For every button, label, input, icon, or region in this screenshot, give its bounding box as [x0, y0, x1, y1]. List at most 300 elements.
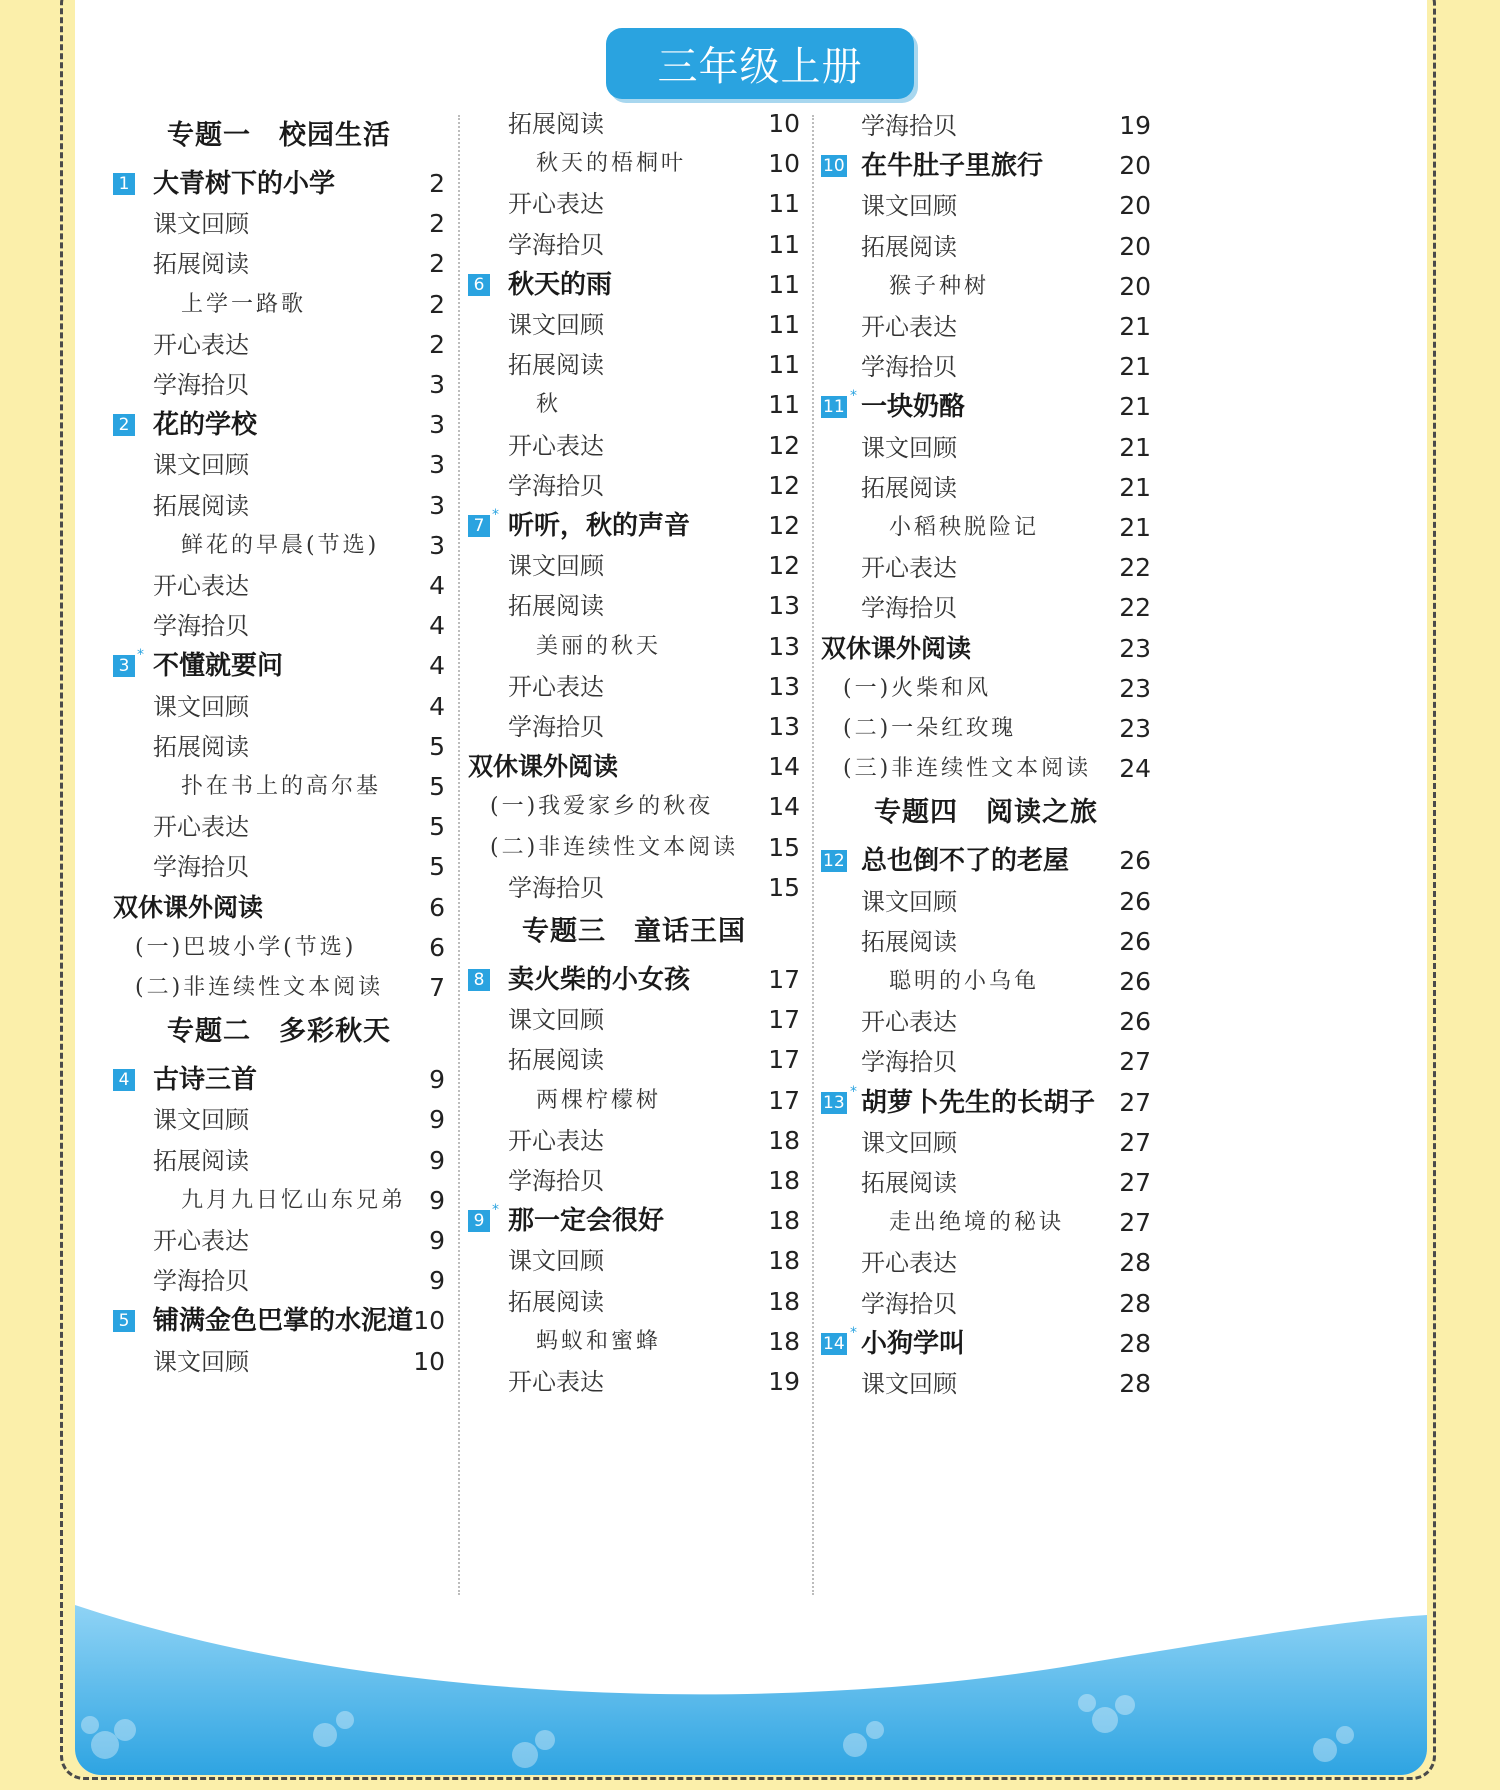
lesson-number-badge: 7: [468, 515, 490, 537]
lesson-entry[interactable]: [113, 164, 445, 204]
page-number: 10: [413, 1346, 445, 1376]
star-mark-icon: *: [850, 388, 857, 405]
page-number: 6: [429, 892, 445, 922]
entry-title: 课文回顾: [153, 210, 249, 239]
page-number: 21: [1119, 392, 1151, 422]
page-number: 12: [768, 430, 800, 460]
page-number: 27: [1119, 1047, 1151, 1077]
entry-title: 拓展阅读: [153, 732, 249, 761]
reading-entry[interactable]: [468, 144, 800, 184]
page-number: 11: [768, 269, 800, 299]
entry-title: 大青树下的小学: [153, 169, 336, 199]
page-number: 22: [1119, 553, 1151, 583]
page-number: 17: [768, 965, 800, 994]
section-entry[interactable]: [468, 345, 800, 385]
lesson-entry[interactable]: [113, 1301, 445, 1341]
column-divider-2: [812, 115, 814, 1595]
page-number: 26: [1119, 886, 1151, 916]
entry-title: 课文回顾: [508, 1247, 604, 1276]
entry-title: 总也倒不了的老屋: [861, 846, 1070, 877]
page-number: 19: [768, 1367, 800, 1396]
lesson-entry[interactable]: [821, 146, 1151, 186]
lesson-entry[interactable]: [468, 960, 800, 1000]
section-entry[interactable]: [113, 847, 445, 887]
section-entry[interactable]: [821, 1123, 1151, 1163]
entry-title: 拓展阅读: [508, 592, 604, 621]
entry-title: 九月九日忆山东兄弟: [181, 1187, 407, 1213]
section-entry[interactable]: [821, 1042, 1151, 1082]
page-number: 11: [768, 229, 800, 259]
page-number: 12: [768, 470, 800, 500]
page-number: 28: [1119, 1288, 1151, 1318]
section-entry[interactable]: [113, 1100, 445, 1140]
section-entry[interactable]: [113, 486, 445, 526]
entry-title: 开心表达: [508, 1126, 604, 1155]
page-number: 21: [1119, 513, 1151, 542]
page-number: 17: [768, 1085, 800, 1115]
page-number: 2: [429, 209, 445, 239]
section-entry[interactable]: [821, 106, 1151, 146]
page-number: 12: [768, 551, 800, 581]
entry-title: 学海拾贝: [153, 853, 249, 882]
entry-title: 课文回顾: [861, 887, 957, 916]
entry-title: 拓展阅读: [861, 473, 957, 502]
lesson-number-badge: 4: [113, 1069, 135, 1091]
entry-title: 小稻秧脱险记: [889, 515, 1040, 540]
entry-title: 开心表达: [861, 554, 957, 583]
section-entry[interactable]: [821, 227, 1151, 267]
entry-title: 学海拾贝: [508, 873, 604, 902]
section-entry[interactable]: [113, 566, 445, 606]
section-entry[interactable]: [468, 1000, 800, 1040]
entry-title: 走出绝境的秘诀: [889, 1210, 1065, 1236]
page-number: 20: [1119, 271, 1151, 301]
page-number: 9: [429, 1065, 445, 1095]
entry-title: 课文回顾: [153, 692, 249, 721]
entry-title: 猴子种树: [889, 273, 990, 299]
entry-title: (一)巴坡小学(节选): [135, 934, 357, 960]
entry-title: 铺满金色巴掌的水泥道: [153, 1306, 414, 1337]
section-entry[interactable]: [113, 687, 445, 727]
page-number: 15: [768, 872, 800, 902]
lesson-entry[interactable]: [468, 506, 800, 546]
entry-title: 开心表达: [508, 190, 604, 219]
page-number: 21: [1119, 352, 1151, 382]
weekend-reading-item[interactable]: [821, 749, 1151, 789]
entry-title: 古诗三首: [153, 1065, 258, 1096]
page-number: 3: [429, 490, 445, 520]
page-title: 三年级上册: [657, 44, 863, 90]
entry-title: 课文回顾: [861, 1128, 957, 1157]
page-number: 9: [429, 1105, 445, 1135]
lesson-number-badge: 10: [823, 156, 845, 177]
section-entry[interactable]: [821, 1284, 1151, 1324]
section-entry[interactable]: [468, 1282, 800, 1322]
entry-title: 专题一 校园生活: [167, 120, 391, 151]
page-number: 2: [429, 249, 445, 279]
weekend-reading-item[interactable]: [821, 709, 1151, 749]
entry-title: 课文回顾: [508, 1006, 604, 1035]
entry-title: 开心表达: [153, 813, 249, 842]
entry-title: 学海拾贝: [508, 1167, 604, 1195]
section-entry[interactable]: [821, 428, 1151, 468]
lesson-entry[interactable]: [821, 387, 1151, 427]
lesson-number-badge: 12: [823, 851, 845, 872]
entry-title: 学海拾贝: [861, 112, 957, 140]
page-number: 5: [429, 772, 445, 801]
section-entry[interactable]: [468, 184, 800, 224]
section-entry[interactable]: [821, 1163, 1151, 1203]
entry-title: 听听，秋的声音: [508, 511, 691, 541]
section-entry[interactable]: [468, 1040, 800, 1080]
section-entry[interactable]: [468, 1241, 800, 1281]
reading-entry[interactable]: [468, 627, 800, 667]
entry-title: 学海拾贝: [508, 230, 604, 259]
page-number: 2: [429, 289, 445, 319]
entry-title: 美丽的秋天: [536, 633, 662, 659]
page-number: 27: [1119, 1127, 1151, 1157]
entry-title: 拓展阅读: [153, 1146, 249, 1175]
section-entry[interactable]: [468, 1121, 800, 1161]
page-number: 3: [429, 370, 445, 399]
page-number: 11: [768, 189, 800, 219]
page-number: 22: [1119, 593, 1151, 623]
section-entry[interactable]: [113, 365, 445, 405]
entry-title: 聪明的小乌龟: [889, 969, 1040, 994]
page-number: 10: [768, 149, 800, 179]
entry-title: 专题四 阅读之旅: [874, 797, 1098, 829]
page-number: 13: [768, 671, 800, 701]
entry-title: 两棵柠檬树: [536, 1087, 662, 1113]
page-number: 10: [413, 1306, 445, 1336]
entry-title: 学海拾贝: [153, 612, 249, 641]
toc-page: [75, 0, 1427, 1775]
star-mark-icon: *: [850, 1083, 857, 1100]
page-number: 13: [768, 591, 800, 621]
entry-title: 课文回顾: [861, 1370, 957, 1398]
page-number: 4: [429, 571, 445, 600]
page-number: 4: [429, 691, 445, 721]
page-number: 17: [768, 1005, 800, 1035]
lesson-entry[interactable]: [113, 1060, 445, 1100]
section-entry[interactable]: [821, 307, 1151, 347]
page-number: 20: [1119, 231, 1151, 261]
entry-title: 学海拾贝: [861, 1048, 957, 1077]
page-number: 11: [768, 390, 800, 420]
section-entry[interactable]: [468, 1161, 800, 1201]
entry-title: 课文回顾: [153, 1347, 249, 1376]
section-entry[interactable]: [468, 225, 800, 265]
page-number: 26: [1119, 1007, 1151, 1037]
star-mark-icon: *: [850, 1324, 857, 1341]
lesson-entry[interactable]: [468, 1201, 800, 1241]
page-number: 3: [429, 410, 445, 440]
entry-title: 学海拾贝: [153, 371, 249, 399]
page-number: 4: [429, 611, 445, 641]
page-number: 2: [429, 169, 445, 198]
page-number: 23: [1119, 673, 1151, 703]
entry-title: 课文回顾: [861, 433, 957, 462]
reading-entry[interactable]: [113, 767, 445, 807]
entry-title: 卖火柴的小女孩: [508, 965, 691, 995]
star-mark-icon: *: [137, 647, 144, 664]
entry-title: 拓展阅读: [508, 110, 604, 138]
lesson-entry[interactable]: [468, 265, 800, 305]
section-entry[interactable]: [113, 807, 445, 847]
section-entry[interactable]: [468, 466, 800, 506]
entry-title: 专题二 多彩秋天: [167, 1016, 391, 1048]
page-number: 28: [1119, 1369, 1151, 1398]
topic-heading[interactable]: [113, 116, 445, 156]
page-number: 17: [768, 1045, 800, 1075]
entry-title: 鲜花的早晨(节选): [181, 532, 380, 558]
entry-title: 秋天的梧桐叶: [536, 151, 687, 177]
entry-title: (三)非连续性文本阅读: [843, 756, 1092, 782]
weekend-reading-entry[interactable]: [468, 747, 800, 787]
entry-title: 开心表达: [153, 572, 249, 600]
reading-entry[interactable]: [113, 526, 445, 566]
entry-title: 秋天的雨: [508, 269, 613, 300]
entry-title: (二)一朵红玫瑰: [843, 716, 1017, 741]
entry-title: 上学一路歌: [181, 291, 307, 317]
star-mark-icon: *: [492, 1202, 499, 1219]
lesson-entry[interactable]: [821, 841, 1151, 881]
entry-title: 双休课外阅读: [468, 752, 619, 782]
entry-title: 学海拾贝: [861, 353, 957, 382]
weekend-reading-item[interactable]: [821, 669, 1151, 709]
entry-title: 在牛肚子里旅行: [861, 151, 1044, 182]
entry-title: 课文回顾: [861, 192, 957, 221]
entry-title: 小狗学叫: [861, 1328, 966, 1359]
section-entry[interactable]: [821, 468, 1151, 508]
entry-title: 学海拾贝: [861, 1289, 957, 1318]
entry-title: 拓展阅读: [508, 1046, 604, 1075]
entry-title: 一块奶酪: [861, 392, 966, 423]
section-entry[interactable]: [113, 1141, 445, 1181]
page-number: 28: [1119, 1328, 1151, 1358]
entry-title: 拓展阅读: [508, 1287, 604, 1316]
section-entry[interactable]: [468, 104, 800, 144]
lesson-number-badge: 3: [113, 655, 135, 677]
weekend-reading-entry[interactable]: [113, 888, 445, 928]
entry-title: (二)非连续性文本阅读: [490, 834, 739, 860]
entry-title: 拓展阅读: [861, 1169, 957, 1197]
page-number: 18: [768, 1125, 800, 1155]
weekend-reading-item[interactable]: [468, 828, 800, 868]
page-number: 9: [429, 1145, 445, 1175]
section-entry[interactable]: [113, 727, 445, 767]
page-number: 23: [1119, 633, 1151, 663]
page-number: 20: [1119, 191, 1151, 221]
entry-title: 开心表达: [153, 330, 249, 359]
section-entry[interactable]: [468, 1362, 800, 1402]
page-number: 26: [1119, 846, 1151, 876]
entry-title: 扑在书上的高尔基: [181, 774, 382, 799]
reading-entry[interactable]: [468, 1081, 800, 1121]
page-number: 18: [768, 1286, 800, 1316]
page-number: 9: [429, 1185, 445, 1215]
entry-title: 拓展阅读: [508, 351, 604, 380]
section-entry[interactable]: [113, 445, 445, 485]
reading-entry[interactable]: [468, 385, 800, 425]
reading-entry[interactable]: [821, 1203, 1151, 1243]
entry-title: 课文回顾: [153, 451, 249, 480]
topic-heading[interactable]: [821, 793, 1151, 833]
page-number: 28: [1119, 1248, 1151, 1278]
entry-title: (一)我爱家乡的秋夜: [490, 794, 714, 820]
entry-title: 开心表达: [508, 1368, 604, 1396]
page-number: 18: [768, 1206, 800, 1236]
section-entry[interactable]: [821, 882, 1151, 922]
weekend-reading-entry[interactable]: [821, 629, 1151, 669]
entry-title: 胡萝卜先生的长胡子: [861, 1087, 1096, 1118]
page-number: 18: [768, 1166, 800, 1195]
page-number: 5: [429, 812, 445, 842]
entry-title: 开心表达: [508, 431, 604, 460]
page-number: 21: [1119, 312, 1151, 341]
section-entry[interactable]: [821, 186, 1151, 226]
page-number: 27: [1119, 1168, 1151, 1197]
entry-title: 学海拾贝: [153, 1267, 249, 1296]
entry-title: (二)非连续性文本阅读: [135, 975, 384, 1000]
page-number: 5: [429, 852, 445, 882]
section-entry[interactable]: [113, 244, 445, 284]
entry-title: 双休课外阅读: [821, 633, 972, 663]
entry-title: 拓展阅读: [153, 250, 249, 279]
weekend-reading-item[interactable]: [113, 928, 445, 968]
entry-title: 课文回顾: [153, 1106, 249, 1135]
page-number: 24: [1119, 754, 1151, 784]
page-number: 12: [768, 511, 800, 540]
page-number: 19: [1119, 111, 1151, 140]
page-number: 23: [1119, 714, 1151, 743]
lesson-number-badge: 1: [113, 173, 135, 195]
entry-title: 秋: [536, 392, 562, 418]
weekend-reading-item[interactable]: [113, 968, 445, 1008]
reading-entry[interactable]: [821, 267, 1151, 307]
section-entry[interactable]: [821, 1243, 1151, 1283]
reading-entry[interactable]: [113, 285, 445, 325]
page-number: 21: [1119, 472, 1151, 502]
section-entry[interactable]: [821, 922, 1151, 962]
page-number: 18: [768, 1326, 800, 1356]
section-entry[interactable]: [821, 548, 1151, 588]
section-entry[interactable]: [468, 586, 800, 626]
entry-title: 蚂蚁和蜜蜂: [536, 1328, 662, 1354]
lesson-entry[interactable]: [113, 405, 445, 445]
entry-title: 拓展阅读: [153, 491, 249, 520]
lesson-entry[interactable]: [821, 1324, 1151, 1364]
star-mark-icon: *: [492, 507, 499, 523]
page-number: 3: [429, 530, 445, 560]
section-entry[interactable]: [113, 606, 445, 646]
page-number: 26: [1119, 967, 1151, 996]
page-number: 10: [768, 109, 800, 138]
page-number: 15: [768, 832, 800, 862]
lesson-number-badge: 8: [468, 969, 490, 991]
entry-title: 双休课外阅读: [113, 892, 264, 922]
entry-title: 课文回顾: [508, 552, 604, 581]
page-number: 7: [429, 973, 445, 1002]
entry-title: 学海拾贝: [861, 594, 957, 623]
entry-title: 开心表达: [861, 1008, 957, 1037]
lesson-number-badge: 6: [468, 274, 490, 296]
entry-title: 课文回顾: [508, 311, 604, 339]
page-number: 26: [1119, 926, 1151, 956]
page-number: 18: [768, 1246, 800, 1276]
grade-title-banner: [606, 28, 914, 99]
lesson-number-badge: 11: [823, 397, 845, 418]
weekend-reading-item[interactable]: [468, 787, 800, 827]
reading-entry[interactable]: [821, 962, 1151, 1002]
page-number: 14: [768, 752, 800, 782]
lesson-number-badge: 2: [113, 414, 135, 436]
entry-title: 那一定会很好: [508, 1206, 665, 1237]
section-entry[interactable]: [468, 707, 800, 747]
section-entry[interactable]: [821, 1364, 1151, 1404]
page-number: 9: [429, 1266, 445, 1296]
column-divider-1: [458, 115, 460, 1595]
page-number: 14: [768, 792, 800, 822]
section-entry[interactable]: [468, 546, 800, 586]
page-number: 2: [429, 329, 445, 359]
section-entry[interactable]: [468, 305, 800, 345]
entry-title: 不懂就要问: [153, 651, 284, 682]
page-number: 27: [1119, 1208, 1151, 1238]
page-number: 3: [429, 450, 445, 480]
entry-title: 专题三 童话王国: [522, 916, 746, 947]
page-number: 6: [429, 932, 445, 962]
section-entry[interactable]: [821, 347, 1151, 387]
section-entry[interactable]: [113, 1342, 445, 1382]
page-number: 13: [768, 631, 800, 661]
entry-title: 学海拾贝: [508, 471, 604, 500]
page-number: 4: [429, 651, 445, 681]
section-entry[interactable]: [821, 1002, 1151, 1042]
topic-heading[interactable]: [113, 1012, 445, 1052]
reading-entry[interactable]: [821, 508, 1151, 548]
reading-entry[interactable]: [468, 1322, 800, 1362]
section-entry[interactable]: [821, 588, 1151, 628]
lesson-number-badge: 9: [468, 1210, 490, 1232]
lesson-number-badge: 13: [823, 1092, 845, 1113]
entry-title: 开心表达: [153, 1227, 249, 1255]
section-entry[interactable]: [113, 325, 445, 365]
section-entry[interactable]: [468, 868, 800, 908]
lesson-number-badge: 14: [823, 1333, 845, 1354]
entry-title: 开心表达: [861, 313, 957, 341]
page-number: 9: [429, 1226, 445, 1255]
section-entry[interactable]: [468, 667, 800, 707]
entry-title: (一)火柴和风: [843, 675, 992, 701]
topic-heading[interactable]: [468, 912, 800, 952]
page-number: 11: [768, 350, 800, 380]
section-entry[interactable]: [113, 1261, 445, 1301]
lesson-number-badge: 5: [113, 1310, 135, 1332]
lesson-entry[interactable]: [821, 1083, 1151, 1123]
bottom-wave-decoration: [75, 1595, 1427, 1775]
page-number: 13: [768, 712, 800, 741]
section-entry[interactable]: [113, 204, 445, 244]
section-entry[interactable]: [113, 1221, 445, 1261]
entry-title: 学海拾贝: [508, 713, 604, 741]
page-number: 20: [1119, 151, 1151, 181]
reading-entry[interactable]: [113, 1181, 445, 1221]
section-entry[interactable]: [468, 426, 800, 466]
lesson-entry[interactable]: [113, 646, 445, 686]
page-number: 5: [429, 731, 445, 761]
entry-title: 拓展阅读: [861, 232, 957, 261]
